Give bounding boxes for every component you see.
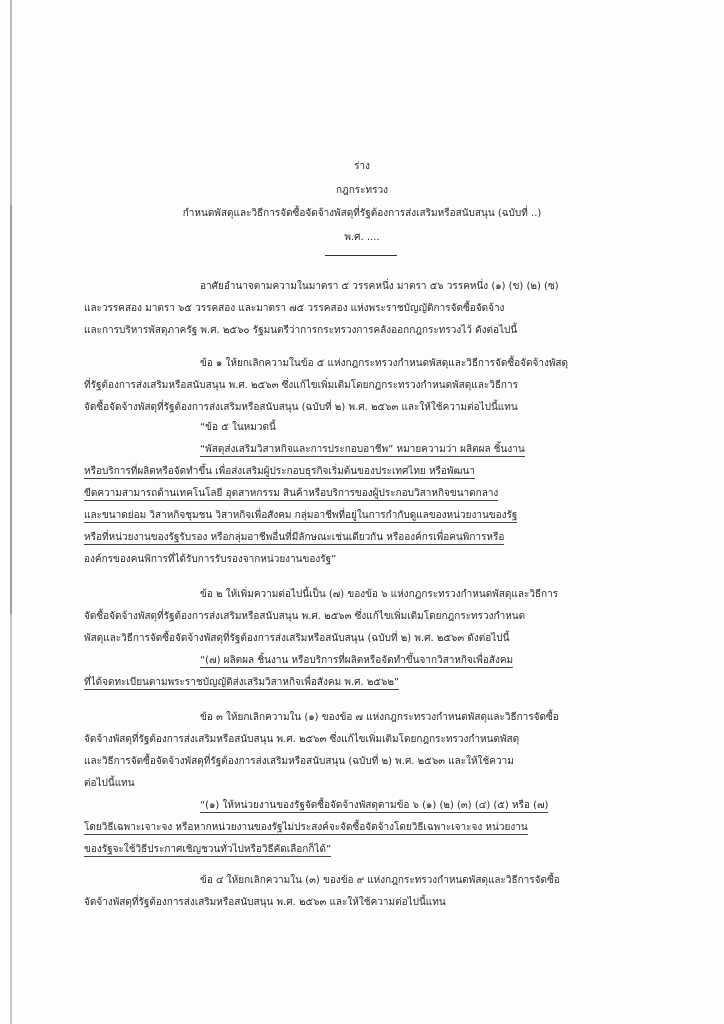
clause-2-line: ข้อ ๒ ให้เพิ่มความต่อไปนี้เป็น (๗) ของข้อ ๖ แห่งกฎกระทรวงกำหนดพัสดุและวิธีการ <box>200 589 559 600</box>
amended-text-line: ของรัฐจะใช้วิธีประกาศเชิญชวนทั่วไปหรือวิธีคัดเลือกก็ได้” <box>84 844 332 855</box>
preamble-line: อาศัยอำนาจตามความในมาตรา ๕ วรรคหนึ่ง มาตรา ๕๖ วรรคหนึ่ง (๑) (ข) (๒) (ซ) <box>200 281 559 292</box>
preamble-line: และการบริหารพัสดุภาครัฐ พ.ศ. ๒๕๖๐ รัฐมนตรีว่าการกระทรวงการคลังออกกฎกระทรวงไว้ ดังต่อไปนี้ <box>84 325 518 336</box>
clause-3-line: จัดจ้างพัสดุที่รัฐต้องการส่งเสริมหรือสนับสนุน พ.ศ. ๒๕๖๓ ซึ่งแก้ไขเพิ่มเติมโดยกฎกระทรวงกำหนดพัสดุ <box>84 734 520 745</box>
clause-3-line: ข้อ ๓ ให้ยกเลิกความใน (๑) ของข้อ ๗ แห่งกฎกระทรวงกำหนดพัสดุและวิธีการจัดซื้อ <box>200 712 559 723</box>
clause-4-line: จัดจ้างพัสดุที่รัฐต้องการส่งเสริมหรือสนับสนุน พ.ศ. ๒๕๖๓ และให้ใช้ความต่อไปนี้แทน <box>84 897 446 908</box>
regulation-year: พ.ศ. .... <box>344 232 380 243</box>
clause-2-line: จัดซื้อจัดจ้างพัสดุที่รัฐต้องการส่งเสริมหรือสนับสนุน พ.ศ. ๒๕๖๓ ซึ่งแก้ไขเพิ่มเติมโดยกฎกระทรวงกำหนด <box>84 611 526 622</box>
amended-text-line: “(๗) ผลิตผล ชิ้นงาน หรือบริการที่ผลิตหรือจัดทำขึ้นจากวิสาหกิจเพื่อสังคม <box>200 655 514 666</box>
amended-text-line: “พัสดุส่งเสริมวิสาหกิจและการประกอบอาชีพ” หมายความว่า ผลิตผล ชิ้นงาน <box>200 444 525 455</box>
draft-label: ร่าง <box>354 161 370 172</box>
header-rule <box>325 255 397 256</box>
amended-text-line: ขีดความสามารถด้านเทคโนโลยี อุตสาหกรรม สินค้าหรือบริการของผู้ประกอบวิสาหกิจขนาดกลาง <box>84 488 499 499</box>
clause-3-line: ต่อไปนี้แทน <box>84 778 135 789</box>
binding-edge <box>10 0 12 1024</box>
clause-1-line: องค์กรของคนพิการที่ได้รับการรับรองจากหน่วยงานของรัฐ” <box>84 554 337 565</box>
clause-1-line: ข้อ ๑ ให้ยกเลิกความในข้อ ๕ แห่งกฎกระทรวงกำหนดพัสดุและวิธีการจัดซื้อจัดจ้างพัสดุ <box>200 358 569 369</box>
preamble-line: และวรรคสอง มาตรา ๖๕ วรรคสอง และมาตรา ๗๕ วรรคสอง แห่งพระราชบัญญัติการจัดซื้อจัดจ้าง <box>84 303 505 314</box>
clause-1-line: จัดซื้อจัดจ้างพัสดุที่รัฐต้องการส่งเสริมหรือสนับสนุน (ฉบับที่ ๒) พ.ศ. ๒๕๖๓ และให้ใช้ความต่อไปนี้แทน <box>84 402 518 413</box>
amended-text-line: ที่ได้จดทะเบียนตามพระราชบัญญัติส่งเสริมวิสาหกิจเพื่อสังคม พ.ศ. ๒๕๖๒” <box>84 677 400 688</box>
clause-2-line: พัสดุและวิธีการจัดซื้อจัดจ้างพัสดุที่รัฐต้องการส่งเสริมหรือสนับสนุน (ฉบับที่ ๒) พ.ศ. ๒๕๖๓ ดังต่อไปนี้ <box>84 633 510 644</box>
clause-1-line: ที่รัฐต้องการส่งเสริมหรือสนับสนุน พ.ศ. ๒๕๖๓ ซึ่งแก้ไขเพิ่มเติมโดยกฎกระทรวงกำหนดพัสดุและวิธีการ <box>84 380 518 391</box>
amended-text-line: หรือที่หน่วยงานของรัฐรับรอง หรือกลุ่มอาชีพอื่นที่มีลักษณะเช่นเดียวกัน หรือองค์กรเพื่อคนพิการหรือ <box>84 532 505 543</box>
clause-4-line: ข้อ ๔ ให้ยกเลิกความใน (๓) ของข้อ ๙ แห่งกฎกระทรวงกำหนดพัสดุและวิธีการจัดซื้อ <box>200 875 560 886</box>
amended-text-line: “(๑) ให้หน่วยงานของรัฐจัดซื้อจัดจ้างพัสดุตามข้อ ๖ (๑) (๒) (๓) (๔) (๕) หรือ (๗) <box>200 800 549 811</box>
regulation-type: กฎกระทรวง <box>335 185 389 196</box>
amended-text-line: และขนาดย่อม วิสาหกิจชุมชน วิสาหกิจเพื่อสังคม กลุ่มอาชีพที่อยู่ในการกำกับดูแลของหน่วยงานของรัฐ <box>84 510 518 521</box>
clause-1-line: “ข้อ ๕ ในหมวดนี้ <box>200 422 276 433</box>
amended-text-line: หรือบริการที่ผลิตหรือจัดทำขึ้น เพื่อส่งเสริมผู้ประกอบธุรกิจเริ่มต้นของประเทศไทย หรือพัฒนา <box>84 466 476 477</box>
amended-text-line: โดยวิธีเฉพาะเจาะจง หรือหากหน่วยงานของรัฐไม่ประสงค์จะจัดซื้อจัดจ้างโดยวิธีเฉพาะเจาะจง หน่วยงาน <box>84 822 528 833</box>
clause-3-line: และวิธีการจัดซื้อจัดจ้างพัสดุที่รัฐต้องการส่งเสริมหรือสนับสนุน (ฉบับที่ ๒) พ.ศ. ๒๕๖๓ และให้ใช้ความ <box>84 756 514 767</box>
regulation-title: กำหนดพัสดุและวิธีการจัดซื้อจัดจ้างพัสดุที่รัฐต้องการส่งเสริมหรือสนับสนุน (ฉบับที่ ..) <box>182 208 542 219</box>
